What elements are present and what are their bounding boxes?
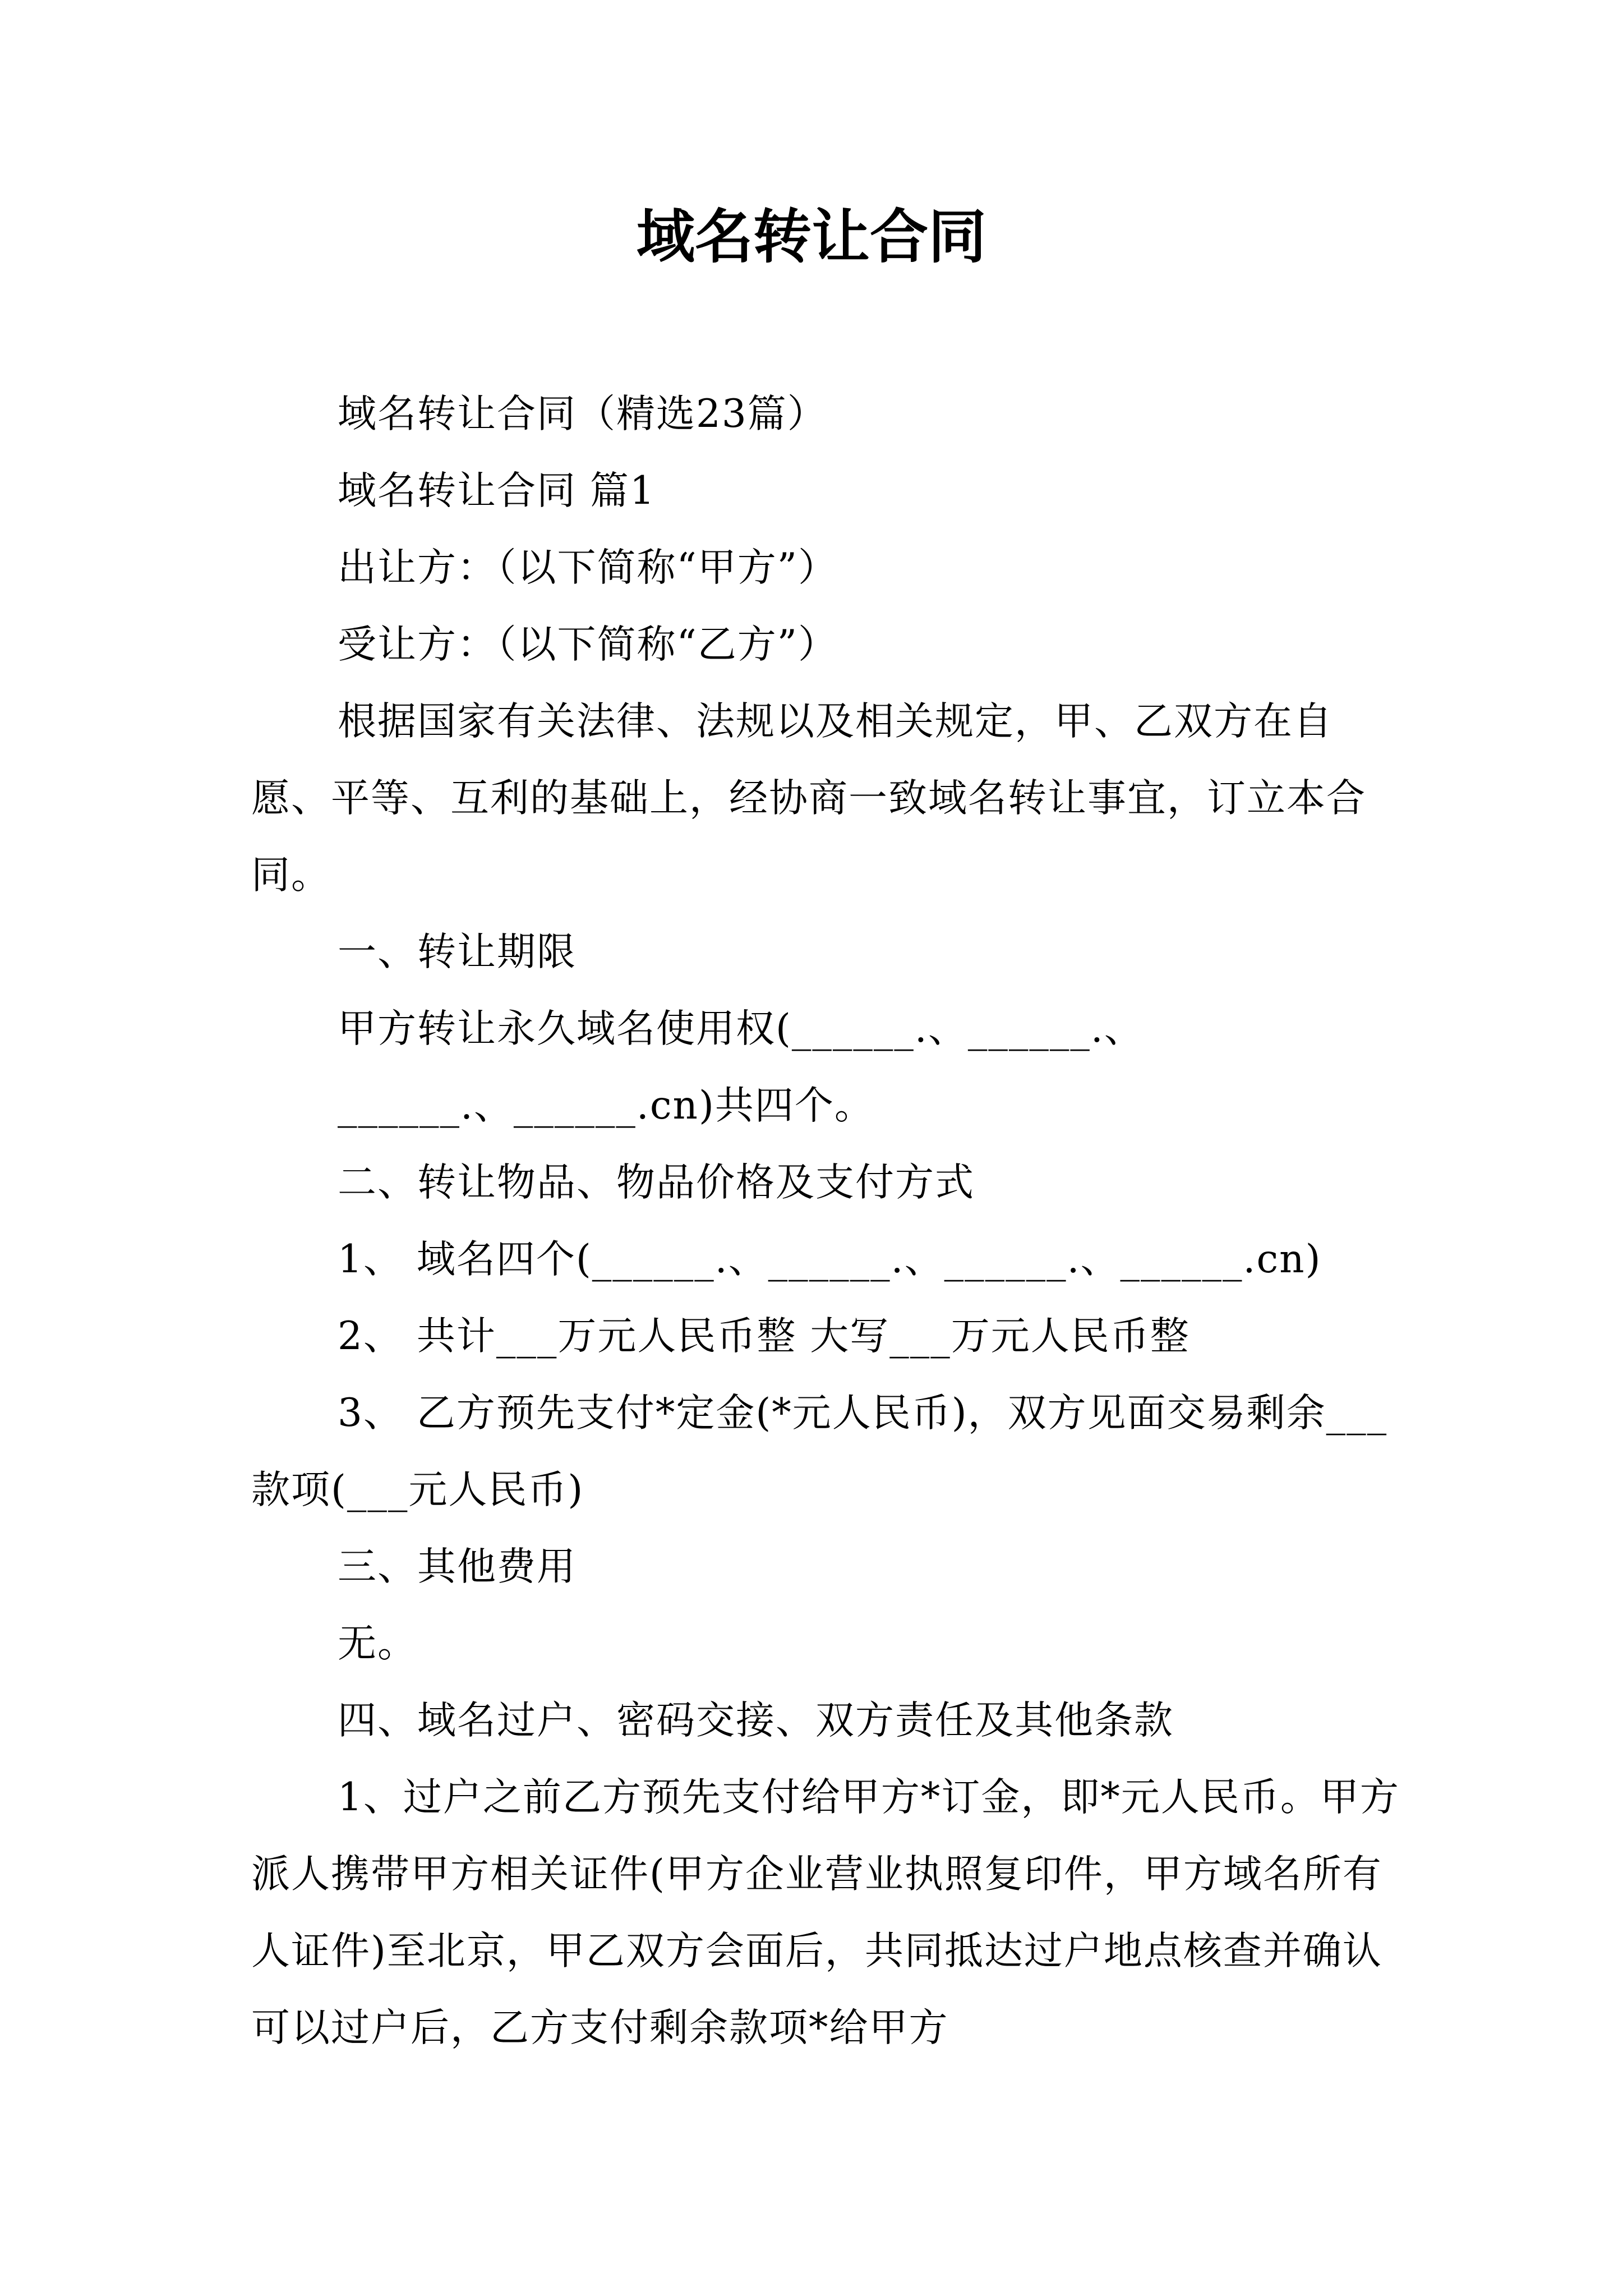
section-heading: 三、其他费用: [338, 1544, 577, 1589]
paragraph: 无。: [338, 1621, 417, 1666]
section-heading: 四、域名过户、密码交接、双方责任及其他条款: [338, 1698, 1174, 1743]
paragraph: 甲方转让永久域名使用权(______.、______.、: [338, 1006, 1144, 1051]
paragraph: 1、过户之前乙方预先支付给甲方*订金，即*元人民币。甲方派人携带甲方相关证件(甲方企业营业执照复印件，甲方域名所有人证件)至北京，甲乙双方会面后，共同抵达过户地点核查并确认可以过户后，乙方支付剩余款项*给甲方: [251, 1775, 1400, 2050]
section-heading: 二、转让物品、物品价格及支付方式: [338, 1160, 975, 1205]
paragraph: ______.、______.cn)共四个。: [338, 1083, 874, 1128]
document-body: [251, 376, 1407, 2067]
paragraph: 出让方：（以下简称“甲方”）: [338, 545, 838, 590]
list-item: 2、 共计___万元人民币整 大写___万元人民币整: [338, 1314, 1190, 1359]
paragraph: 域名转让合同 篇1: [338, 468, 656, 513]
paragraph: 域名转让合同（精选23篇）: [338, 392, 827, 436]
section-heading: 一、转让期限: [338, 930, 577, 974]
paragraph: 根据国家有关法律、法规以及相关规定，甲、乙双方在自愿、平等、互利的基础上，经协商一致域名转让事宜，订立本合同。: [251, 699, 1366, 898]
paragraph: 受让方：（以下简称“乙方”）: [338, 622, 838, 667]
list-item: 1、 域名四个(______.、______.、______.、______.cn): [338, 1237, 1322, 1282]
document-title: 域名转让合同: [636, 202, 986, 271]
list-item: 3、 乙方预先支付*定金(*元人民币)，双方见面交易剩余___款项(___元人民币): [251, 1391, 1388, 1512]
